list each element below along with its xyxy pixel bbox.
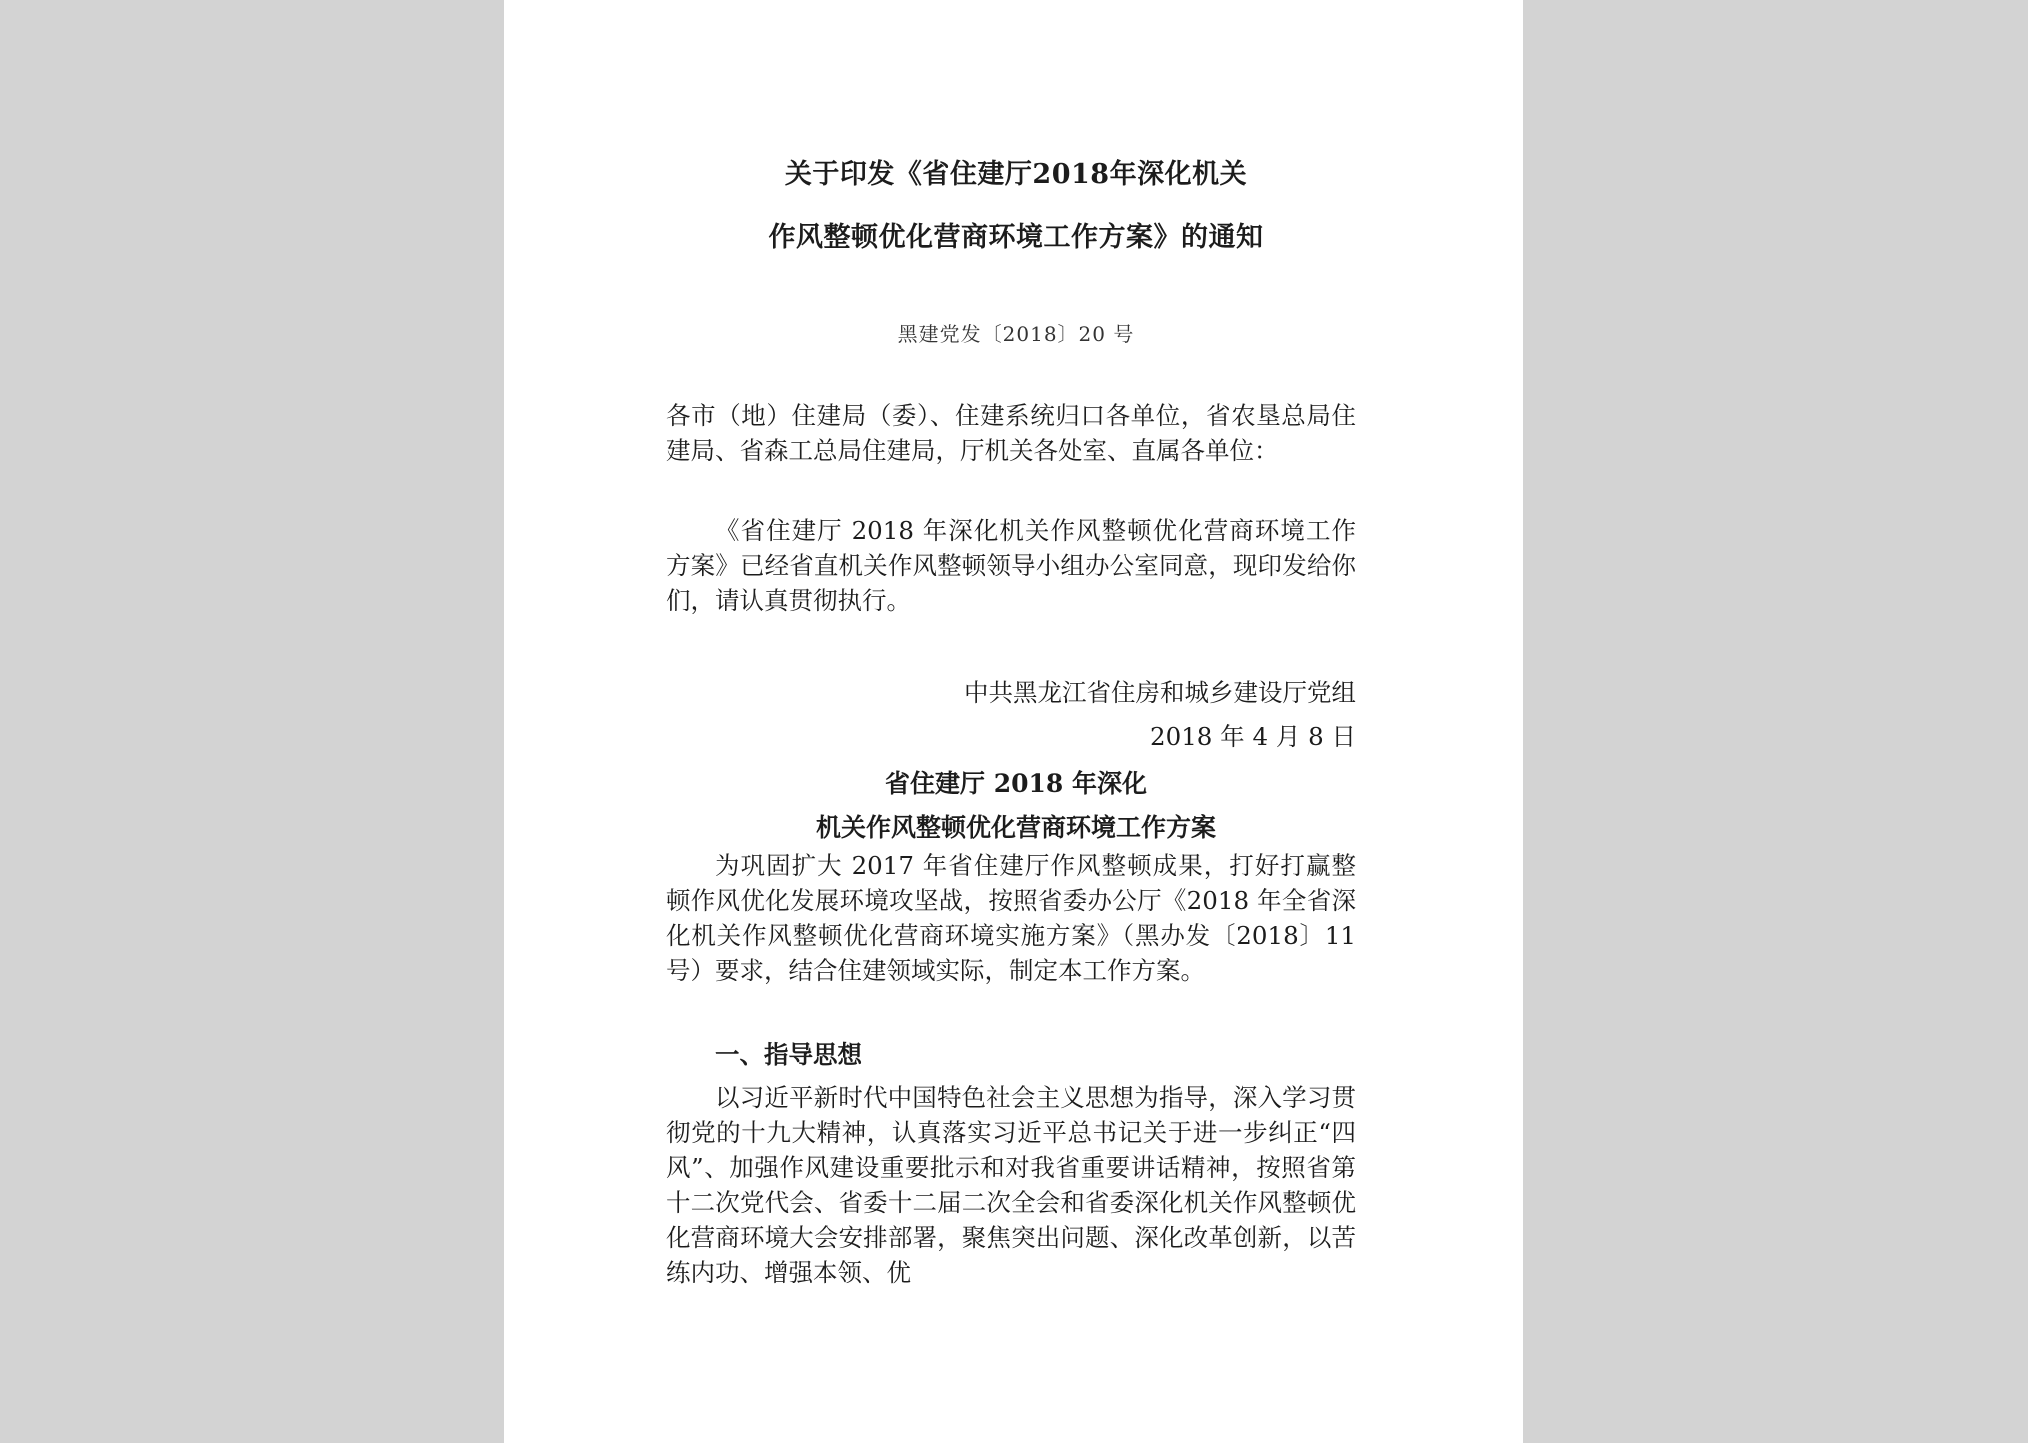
plan-title-line-1: 省住建厅 2018 年深化 bbox=[885, 769, 1147, 798]
section-heading-guiding-ideology: 一、指导思想 bbox=[715, 1040, 862, 1069]
document-page bbox=[504, 0, 1523, 1443]
recipients-paragraph: 各市（地）住建局（委）、住建系统归口各单位，省农垦总局住建局、省森工总局住建局，厅机关各处室、直属各单位： bbox=[666, 401, 1356, 465]
signature-organization: 中共黑龙江省住房和城乡建设厅党组 bbox=[964, 678, 1356, 707]
signature-date: 2018 年 4 月 8 日 bbox=[1150, 722, 1356, 751]
notice-title-line-2: 作风整顿优化营商环境工作方案》的通知 bbox=[768, 222, 1264, 253]
plan-title-line-2: 机关作风整顿优化营商环境工作方案 bbox=[815, 813, 1216, 842]
notice-title-line-1: 关于印发《省住建厅2018年深化机关 bbox=[784, 159, 1248, 190]
plan-intro-paragraph: 为巩固扩大 2017 年省住建厅作风整顿成果，打好打赢整顿作风优化发展环境攻坚战，按照省委办公厅《2018 年全省深化机关作风整顿优化营商环境实施方案》（黑办发〔2018〕11 号）要求，结合住建领域实际，制定本工作方案。 bbox=[666, 851, 1356, 985]
notice-body-paragraph: 《省住建厅 2018 年深化机关作风整顿优化营商环境工作方案》已经省直机关作风整顿领导小组办公室同意，现印发给你们，请认真贯彻执行。 bbox=[666, 516, 1356, 615]
document-number: 黑建党发〔2018〕20 号 bbox=[897, 322, 1135, 346]
guiding-ideology-paragraph: 以习近平新时代中国特色社会主义思想为指导，深入学习贯彻党的十九大精神，认真落实习近平总书记关于进一步纠正“四风”、加强作风建设重要批示和对我省重要讲话精神，按照省第十二次党代会、省委十二届二次全会和省委深化机关作风整顿优化营商环境大会安排部署，聚焦突出问题、深化改革创新，以苦练内功、增强本领、优 bbox=[666, 1083, 1356, 1287]
